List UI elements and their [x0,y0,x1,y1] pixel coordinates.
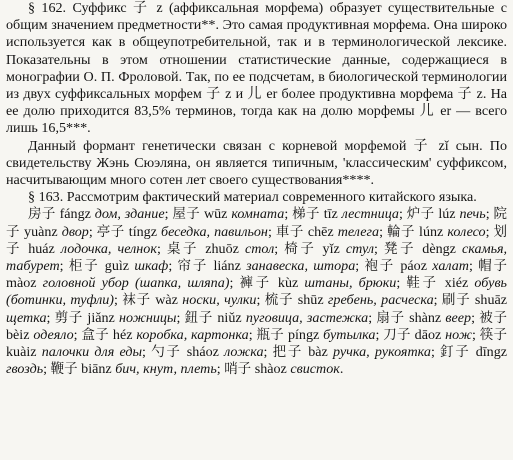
example-translation: занавеска, штора [246,258,356,275]
example-translation: носки, чулки [182,292,257,309]
example-entry: 凳子 dèngz скамья, табурет; [6,240,508,275]
example-hanzi: 被子 [479,309,508,326]
example-entry: 被子 bèiz одеяло; [6,309,508,343]
example-hanzi: 刷子 [441,292,471,309]
example-entry: 椅子 yǐz стул; [284,240,384,257]
example-hanzi: 鈕子 [184,309,214,326]
example-hanzi: 勺子 [151,344,182,361]
example-translation: гвоздь [6,361,44,378]
example-entry: 勺子 sháoz ложка; [151,344,273,361]
example-entry: 亭子 tíngz беседка, павильон; [96,223,276,240]
section-162-paragraph-2: Данный формант генетически связан с корневой морфемой 子 zǐ сын. По свидетельству Жэнь Сюэляна, он является типичным, 'классическим' суффиксом, насчитывающим много сотен лет своего существования****. [6,137,507,189]
example-hanzi: 筷子 [479,326,508,343]
example-entry: 鈕子 niǔz пуговица, застежка; [184,309,377,326]
example-entry: 扇子 shànz веер; [376,309,480,326]
example-entry: 車子 chēz телега; [275,223,388,240]
example-translation: стол [244,240,275,257]
example-pinyin: kuàiz [6,344,37,361]
example-pinyin: bèiz [6,326,30,343]
example-pinyin: chēz [307,223,334,240]
example-hanzi: 哨子 [224,361,252,378]
example-pinyin: biānz [81,361,112,378]
example-translation: стул [345,240,374,257]
example-pinyin: wūz [203,206,228,223]
example-pinyin: tíngz [128,223,157,240]
example-entry: 院子 yuànz двор; [6,206,507,240]
example-translation: колесо [447,223,486,240]
example-translation: телега [337,223,380,240]
example-entry: 划子 huáz лодочка, челнок; [6,223,508,257]
example-hanzi: 瓶子 [256,326,285,343]
example-hanzi: 亭子 [96,223,125,240]
example-entry: 柜子 guìz шкаф; [68,258,178,275]
example-translation: ножницы [119,309,177,326]
example-translation: нож [445,326,472,343]
example-hanzi: 梯子 [292,206,320,223]
example-translation: обувь (ботинки, туфли) [6,275,507,309]
example-hanzi: 炉子 [406,206,435,223]
example-hanzi: 扇子 [376,309,405,326]
example-hanzi: 袍子 [364,258,396,275]
example-translation: штаны, брюки [304,275,397,292]
example-translation: беседка, павильон [160,223,268,240]
example-pinyin: yuànz [24,223,58,240]
example-translation: коробка, картонка [136,326,249,343]
example-translation: палочки для еды [41,344,143,361]
example-translation: лестница [341,206,399,223]
example-hanzi: 划子 [6,223,508,257]
example-hanzi: 桌子 [166,240,200,257]
example-pinyin: lúnz [419,223,444,240]
example-hanzi: 房子 [28,206,56,223]
example-entry: 袜子 wàz носки, чулки; [122,292,265,309]
example-hanzi: 鞭子 [50,361,78,378]
section-162 [6,0,507,189]
example-hanzi: 盒子 [81,326,110,343]
example-pinyin: fángz [59,206,91,223]
example-entry: 梯子 tīz лестница; [292,206,407,223]
section-163-examples [6,206,507,378]
example-entry: 炉子 lúz печь; [406,206,494,223]
example-pinyin: bàz [308,344,328,361]
example-pinyin: dīngz [475,344,507,361]
example-hanzi: 袜子 [122,292,151,309]
example-entry: 把子 bàz ручка, рукоятка; [272,344,441,361]
example-translation: печь [459,206,486,223]
example-entry: 鞭子 biānz бич, кнут, плеть; [50,361,225,378]
example-hanzi: 帘子 [177,258,209,275]
example-pinyin: lúz [438,206,456,223]
example-translation: шкаф [134,258,169,275]
example-translation: комната [231,206,285,223]
example-pinyin: shūz [297,292,324,309]
example-translation: свисток [290,361,340,378]
example-entry: 剪子 jiǎnz ножницы; [54,309,185,326]
example-pinyin: niǔz [217,309,242,326]
example-hanzi: 梳子 [264,292,294,309]
example-pinyin: sháoz [186,344,219,361]
example-pinyin: dāoz [414,326,442,343]
example-entry: 筷子 kuàiz палочки для еды; [6,326,508,361]
example-translation: халат [432,258,469,275]
example-entry: 瓶子 píngz бутылка; [256,326,384,343]
example-translation: бич, кнут, плеть [115,361,217,378]
example-pinyin: yǐz [322,240,340,257]
example-entry: 褲子 kùz штаны, брюки; [239,275,407,292]
example-translation: двор [61,223,89,240]
example-hanzi: 鞋子 [406,275,439,292]
example-hanzi: 屋子 [172,206,201,223]
example-entry: 盒子 héz коробка, картонка; [81,326,257,343]
example-pinyin: píngz [287,326,320,343]
example-pinyin: dèngz [422,240,456,257]
example-pinyin: héz [112,326,133,343]
example-translation: ложка [224,344,264,361]
example-entry: 輪子 lúnz колесо; [387,223,494,240]
example-hanzi: 把子 [272,344,304,361]
example-hanzi: 釘子 [440,344,471,361]
example-hanzi: 剪子 [54,309,84,326]
example-hanzi: 輪子 [387,223,416,240]
section-162-paragraph-1: § 162. Суффикс 子 z (аффиксальная морфема) образует существительные с общим значением предметности**. Это самая продуктивная морфема. Она широко используется как в общеупотребительной, так и в терминологической лексике. Показательны в этом отношении статистические данные, содержащиеся в монографии О. П. Фроловой. Так, по ее подсчетам, в биологической терминологии из двух суффиксальных морфем 子 z и 儿 er более продуктивна морфема 子 z. На ее долю приходится 83,5% терминов, тогда как на долю морфемы 儿 er — всего лишь 16,5***. [6,0,507,137]
example-entry: 刷子 shuāz щетка; [6,292,507,326]
example-pinyin: zhuōz [205,240,239,257]
example-translation: бутылка [323,326,376,343]
example-entry: 屋子 wūz комната; [172,206,293,223]
example-hanzi: 院子 [6,206,507,240]
example-entry: 釘子 dīngz гвоздь; [6,344,507,378]
example-hanzi: 刀子 [383,326,411,343]
example-hanzi: 褲子 [239,275,272,292]
example-pinyin: kùz [277,275,299,292]
example-pinyin: tīz [323,206,338,223]
example-translation: головной убор (шапка, шляпа) [42,275,230,292]
example-translation: лодочка, челнок [60,240,157,257]
example-entry: 帽子 màoz головной убор (шапка, шляпа); [6,258,507,292]
example-pinyin: páoz [400,258,427,275]
section-163-intro: § 163. Рассмотрим фактический материал современного китайского языка. [28,189,477,206]
example-translation: гребень, расческа [327,292,434,309]
example-pinyin: shànz [409,309,442,326]
example-entry: 袍子 páoz халат; [364,258,479,275]
example-pinyin: shàoz [254,361,287,378]
example-pinyin: wàz [155,292,178,309]
example-translation: щетка [6,309,47,326]
example-entry: 房子 fángz дом, здание; [28,206,173,223]
example-translation: скамья, табурет [6,240,508,275]
example-entry: 哨子 shàoz свисток. [224,361,344,378]
example-translation: веер [445,309,472,326]
example-hanzi: 凳子 [384,240,417,257]
example-hanzi: 柜子 [68,258,100,275]
example-translation: ручка, рукоятка [333,344,431,361]
example-entry: 梳子 shūz гребень, расческа; [264,292,442,309]
example-hanzi: 椅子 [284,240,317,257]
example-translation: одеяло [33,326,74,343]
example-pinyin: guìz [104,258,130,275]
example-translation: дом, здание [94,206,165,223]
example-hanzi: 帽子 [478,258,507,275]
example-pinyin: shuāz [474,292,507,309]
section-163 [6,189,507,378]
example-translation: пуговица, застежка [245,309,369,326]
example-hanzi: 車子 [275,223,304,240]
example-pinyin: jiǎnz [87,309,115,326]
example-pinyin: màoz [6,275,37,292]
example-pinyin: liánz [213,258,241,275]
example-pinyin: xiéz [444,275,469,292]
example-entry: 刀子 dāoz нож; [383,326,480,343]
example-entry: 鞋子 xiéz обувь (ботинки, туфли); [6,275,507,309]
example-entry: 帘子 liánz занавеска, штора; [177,258,365,275]
example-entry: 桌子 zhuōz стол; [166,240,285,257]
example-pinyin: huáz [28,240,55,257]
